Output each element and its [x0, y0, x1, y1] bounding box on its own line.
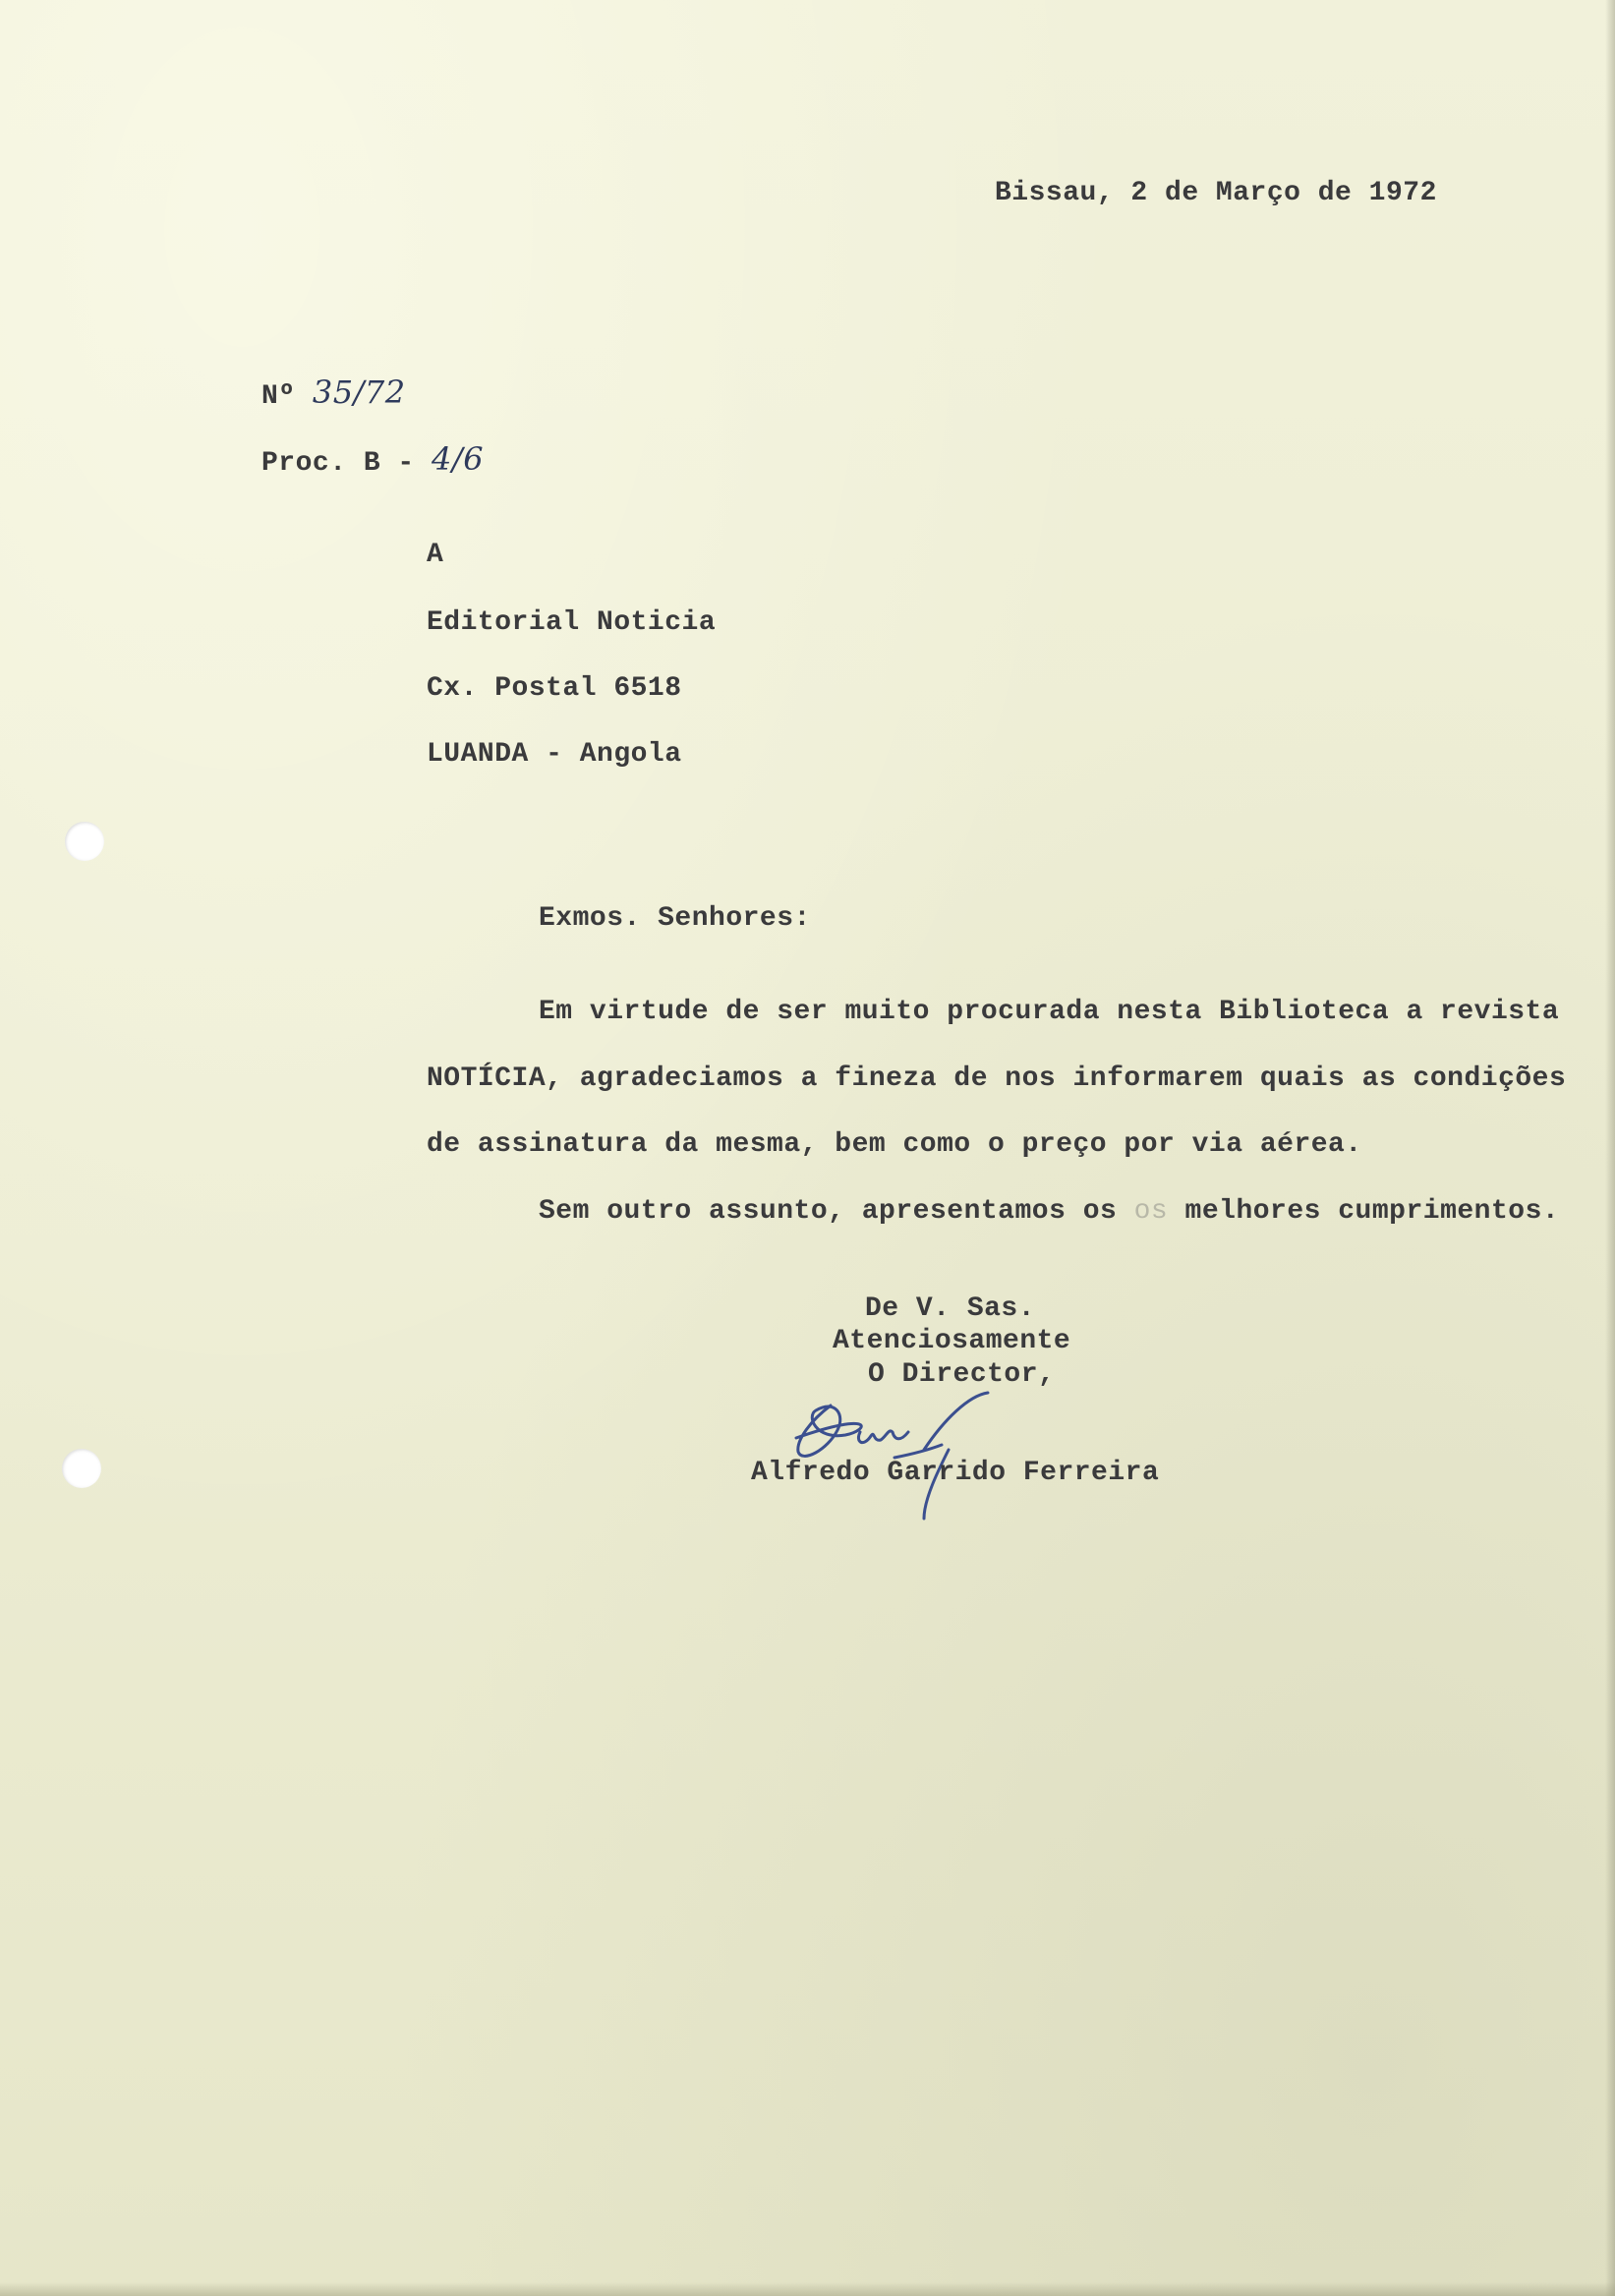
- punch-hole-lower: [62, 1449, 101, 1488]
- punch-hole-upper: [65, 822, 104, 861]
- body-line-4-end: melhores cumprimentos.: [1184, 1196, 1560, 1227]
- closing-line-1: De V. Sas.: [865, 1293, 1036, 1324]
- body-line-2: NOTÍCIA, agradeciamos a fineza de nos informarem quais as condições: [427, 1063, 1567, 1094]
- body-line-3: de assinatura da mesma, bem como o preço por via aérea.: [427, 1129, 1362, 1160]
- reference-number-label: Nº: [261, 381, 296, 412]
- recipient-postal: Cx. Postal 6518: [427, 673, 682, 704]
- recipient-to: A: [427, 540, 444, 570]
- place-date: Bissau, 2 de Março de 1972: [995, 178, 1437, 208]
- process-reference-label: Proc. B -: [261, 448, 415, 479]
- reference-number: [261, 375, 406, 414]
- body-line-4: [539, 1195, 1559, 1229]
- body-line-1: Em virtude de ser muito procurada nesta Biblioteca a revista: [539, 997, 1560, 1027]
- salutation: Exmos. Senhores:: [539, 903, 811, 934]
- paper-bottom-edge: [0, 2282, 1615, 2296]
- body-line-4-start: Sem outro assunto, apresentamos os: [539, 1196, 1118, 1227]
- reference-number-value: 35/72: [312, 373, 406, 411]
- process-reference-value: 4/6: [432, 440, 485, 478]
- closing-line-2: Atenciosamente: [833, 1326, 1071, 1356]
- closing-line-3: O Director,: [868, 1359, 1056, 1390]
- process-reference: [261, 442, 484, 481]
- signer-name: Alfredo Garrido Ferreira: [751, 1458, 1160, 1488]
- struck-word: os: [1133, 1196, 1169, 1227]
- recipient-name: Editorial Noticia: [427, 607, 717, 638]
- paper-edge-shadow: [1605, 0, 1615, 2296]
- recipient-city: LUANDA - Angola: [427, 739, 682, 770]
